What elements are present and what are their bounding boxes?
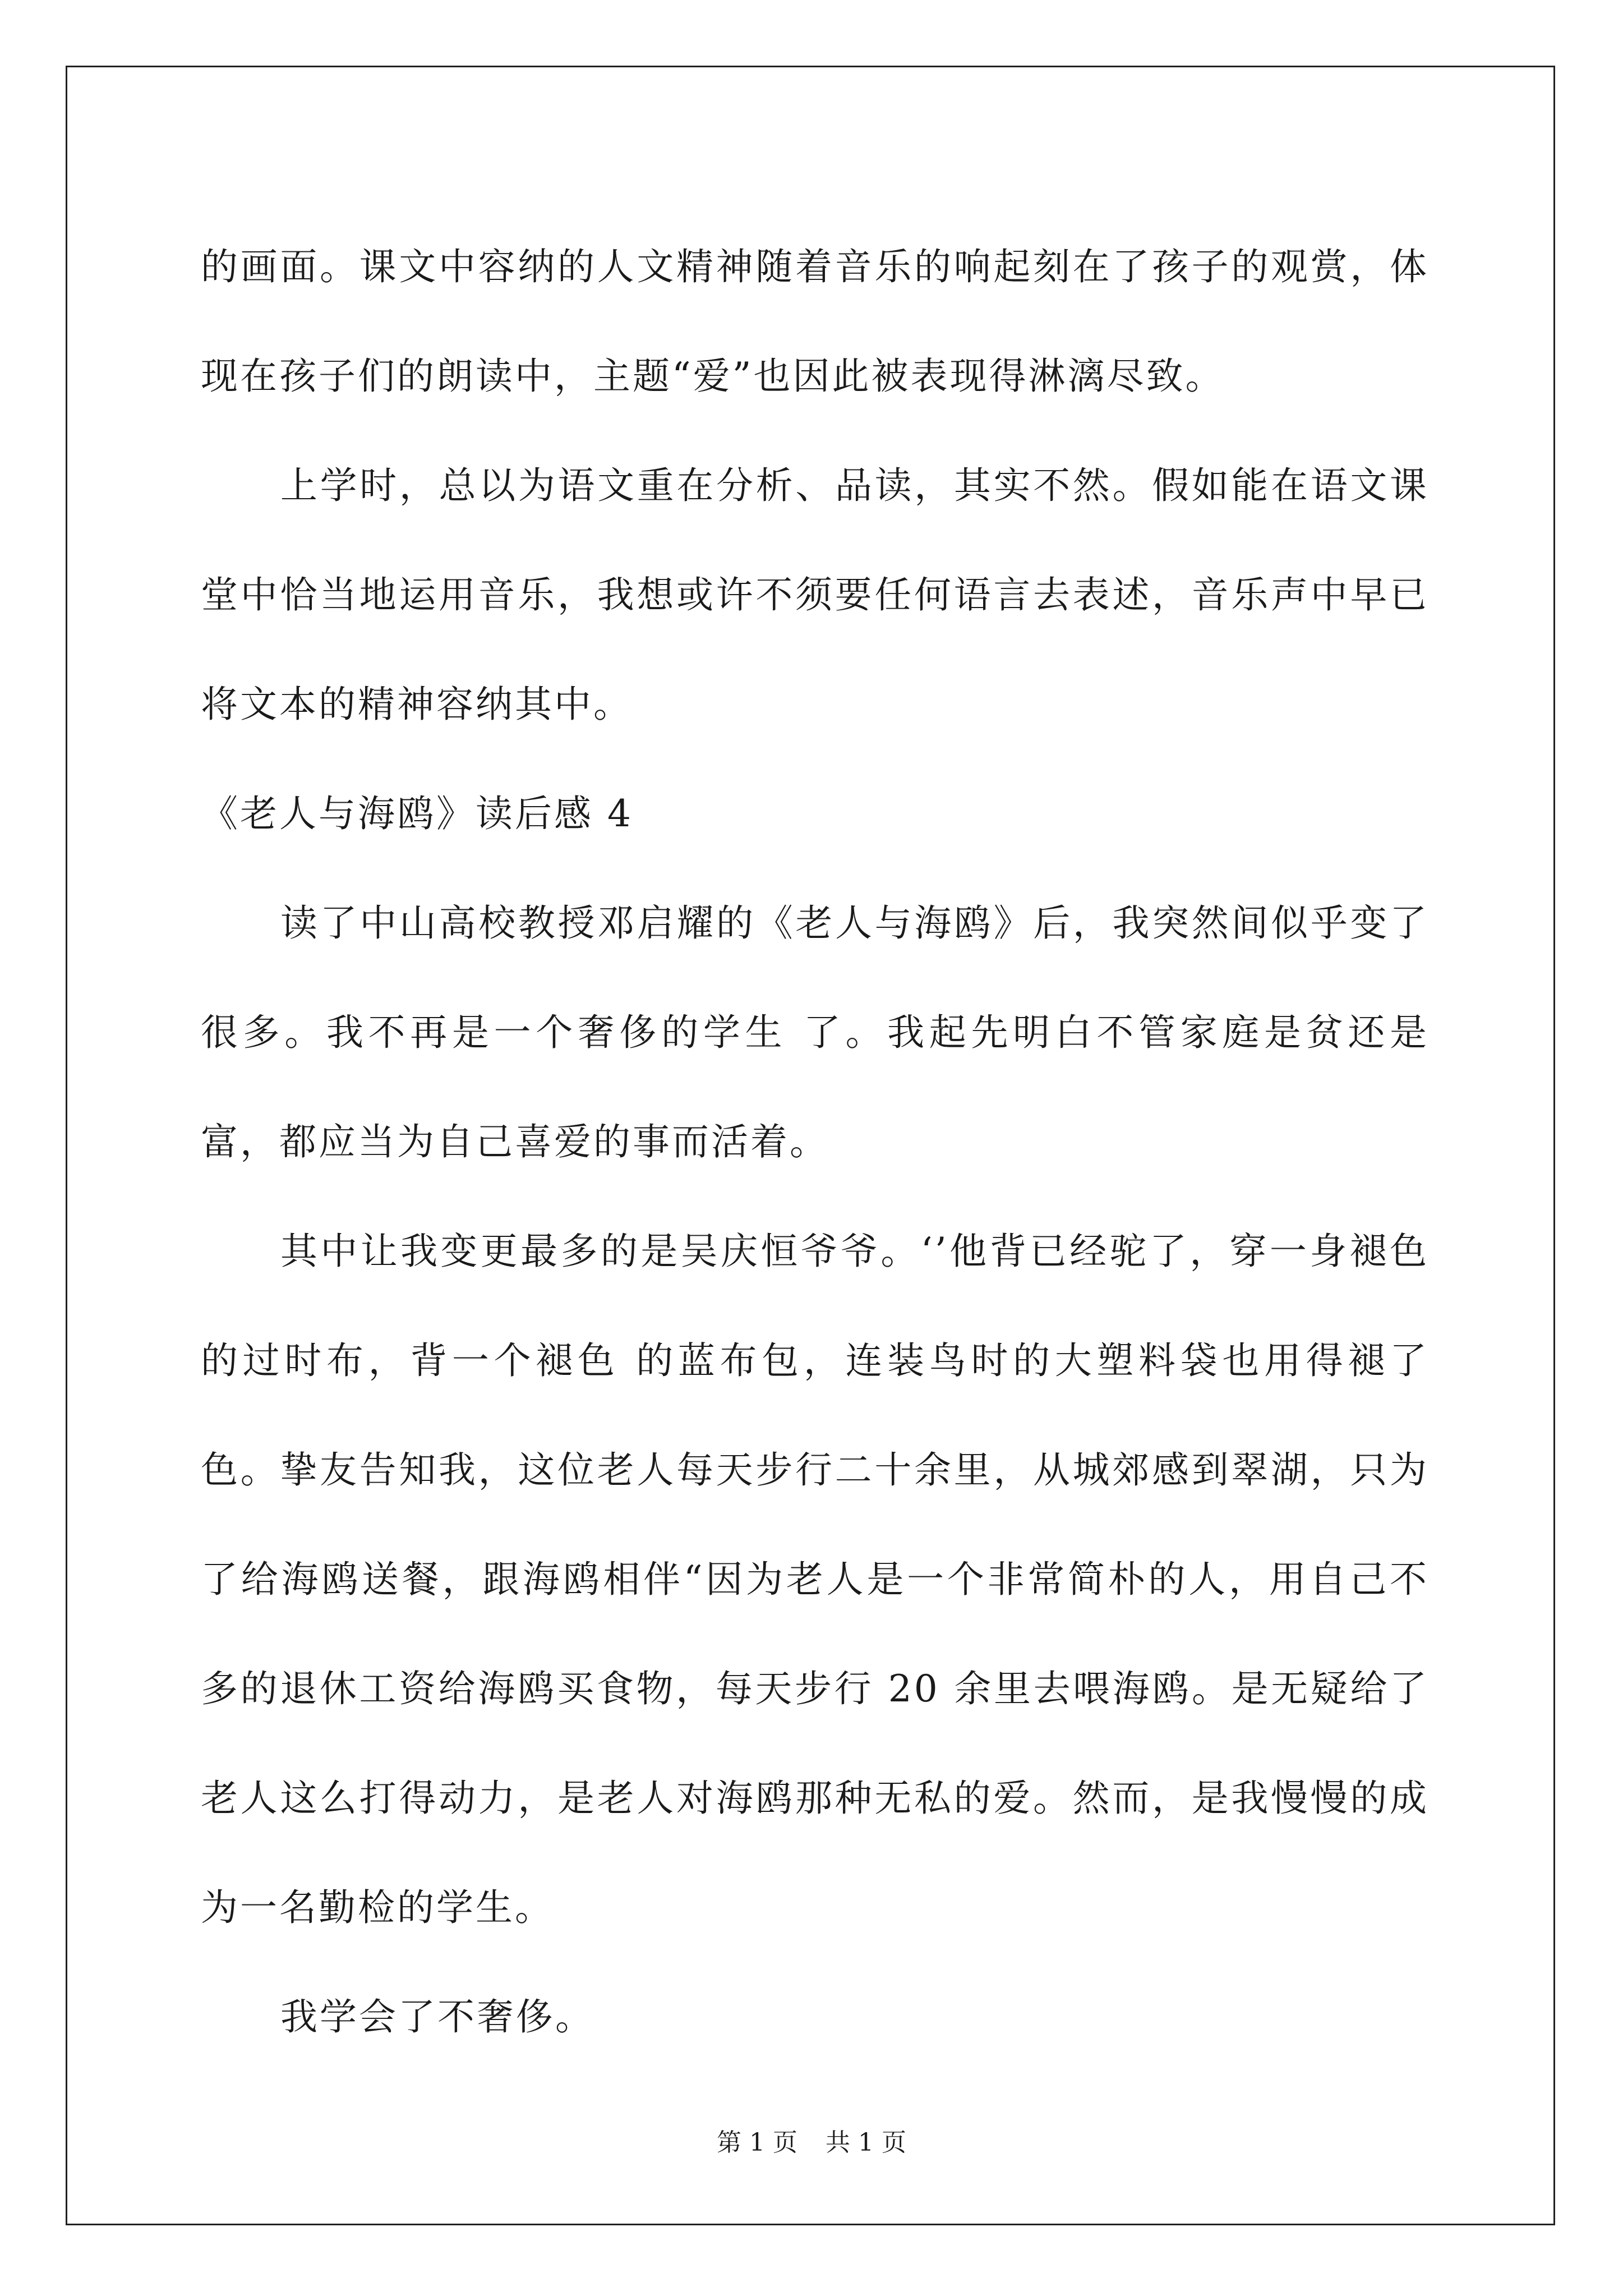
page-number: 第 1 页 xyxy=(717,2128,797,2157)
document-body xyxy=(201,212,1429,2072)
paragraph-2: 上学时，总以为语文重在分析、品读，其实不然。假如能在语文课堂中恰当地运用音乐，我想或许不须要任何语言去表述，音乐声中早已将文本的精神容纳其中。 xyxy=(201,464,1429,726)
paragraph-5: 我学会了不奢侈。 xyxy=(280,1995,594,2039)
paragraph-3: 读了中山高校教授邓启耀的《老人与海鸥》后，我突然间似乎变了很多。我不再是一个奢侈的学生 了。我起先明白不管家庭是贫还是富，都应当为自己喜爱的事而活着。 xyxy=(201,901,1429,1163)
paragraph-4: 其中让我变更最多的是吴庆恒爷爷。‘’他背已经驼了，穿一身褪色的过时布，背一个褪色 的蓝布包，连装鸟时的大塑料袋也用得褪了色。挚友告知我，这位老人每天步行二十余里，从城郊感到翠湖，只为了给海鸥送餐，跟海鸥相伴“因为老人是一个非常简朴的人，用自己不多的退休工资给海鸥买食物，每天步行 20 余里去喂海鸥。是无疑给了老人这么打得动力，是老人对海鸥那种无私的爱。然而，是我慢慢的成为一名勤检的学生。 xyxy=(201,1230,1429,1929)
page-footer xyxy=(0,2126,1623,2160)
section-heading: 《老人与海鸥》读后感 4 xyxy=(201,792,633,835)
paragraph-1: 的画面。课文中容纳的人文精神随着音乐的响起刻在了孩子的观赏，体现在孩子们的朗读中，主题“爱”也因此被表现得淋漓尽致。 xyxy=(201,245,1429,398)
page-total: 共 1 页 xyxy=(826,2128,906,2157)
